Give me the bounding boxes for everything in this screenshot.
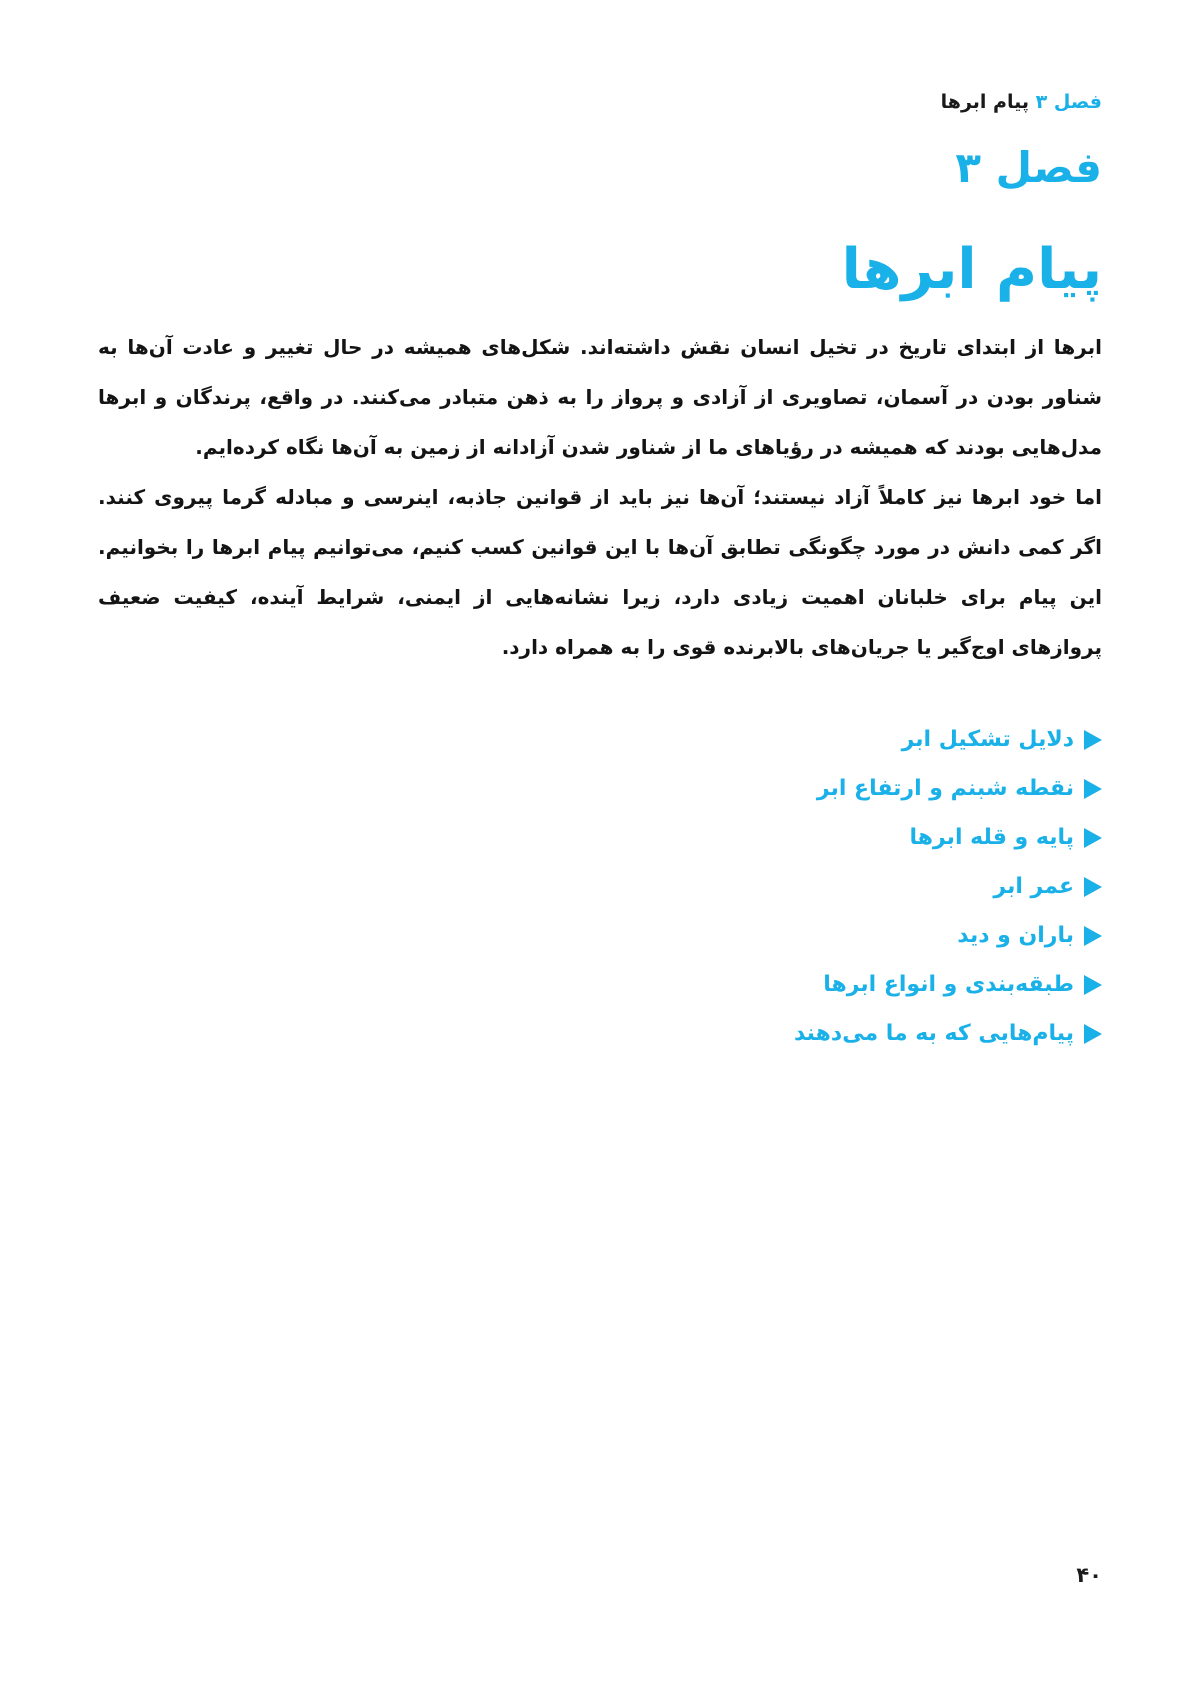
section-link-label: پیام‌هایی که به ما می‌دهند bbox=[793, 1021, 1074, 1046]
running-header bbox=[941, 86, 1102, 118]
running-header-chapter: فصل ۳ bbox=[1035, 91, 1102, 113]
section-link-label: نقطه شبنم و ارتفاع ابر bbox=[816, 776, 1074, 801]
section-link-label: پایه و قله ابرها bbox=[909, 825, 1074, 850]
body-text bbox=[98, 322, 1102, 672]
triangle-arrow-icon bbox=[1084, 926, 1102, 946]
triangle-arrow-icon bbox=[1084, 730, 1102, 750]
triangle-arrow-icon bbox=[1084, 1024, 1102, 1044]
chapter-title: پیام ابرها bbox=[841, 237, 1102, 302]
section-link-cloud-messages[interactable] bbox=[794, 1009, 1102, 1058]
section-link-label: باران و دید bbox=[957, 923, 1074, 948]
running-header-title: پیام ابرها bbox=[940, 91, 1030, 113]
section-link-cloud-types[interactable] bbox=[794, 960, 1102, 1009]
triangle-arrow-icon bbox=[1084, 779, 1102, 799]
page-number: ۴۰ bbox=[1076, 1563, 1102, 1587]
section-link-label: دلایل تشکیل ابر bbox=[901, 727, 1074, 752]
section-link-cloud-life[interactable] bbox=[794, 862, 1102, 911]
triangle-arrow-icon bbox=[1084, 877, 1102, 897]
section-list bbox=[794, 715, 1102, 1058]
section-link-label: عمر ابر bbox=[993, 874, 1074, 899]
section-link-cloud-base-top[interactable] bbox=[794, 813, 1102, 862]
triangle-arrow-icon bbox=[1084, 975, 1102, 995]
section-link-rain-visibility[interactable] bbox=[794, 911, 1102, 960]
section-link-label: طبقه‌بندی و انواع ابرها bbox=[823, 972, 1074, 997]
triangle-arrow-icon bbox=[1084, 828, 1102, 848]
chapter-number-heading: فصل ۳ bbox=[955, 143, 1102, 192]
section-link-dew-point[interactable] bbox=[794, 764, 1102, 813]
paragraph-2: اما خود ابرها نیز کاملاً آزاد نیستند؛ آن‌ها نیز باید از قوانین جاذبه، اینرسی و مبادله گرما پیروی کنند. اگر کمی دانش در مورد چگونگی تطابق آن‌ها با این قوانین کسب کنیم، می‌توانیم پیام ابرها را بخوانیم. این پیام برای خلبانان اهمیت زیادی دارد، زیرا نشانه‌هایی از ایمنی، شرایط آینده، کیفیت ضعیف پروازهای اوج‌گیر یا جریان‌های بالابرنده قوی را به همراه دارد. bbox=[98, 485, 1102, 659]
section-link-cloud-formation[interactable] bbox=[794, 715, 1102, 764]
paragraph-1: ابرها از ابتدای تاریخ در تخیل انسان نقش داشته‌اند. شکل‌های همیشه در حال تغییر و عادت آن‌ها به شناور بودن در آسمان، تصاویری از آزادی و پرواز را به ذهن متبادر می‌کنند. در واقع، پرندگان و ابرها مدل‌هایی بودند که همیشه در رؤیاهای ما از شناور شدن آزادانه از زمین به آن‌ها نگاه کرده‌ایم. bbox=[98, 335, 1102, 459]
